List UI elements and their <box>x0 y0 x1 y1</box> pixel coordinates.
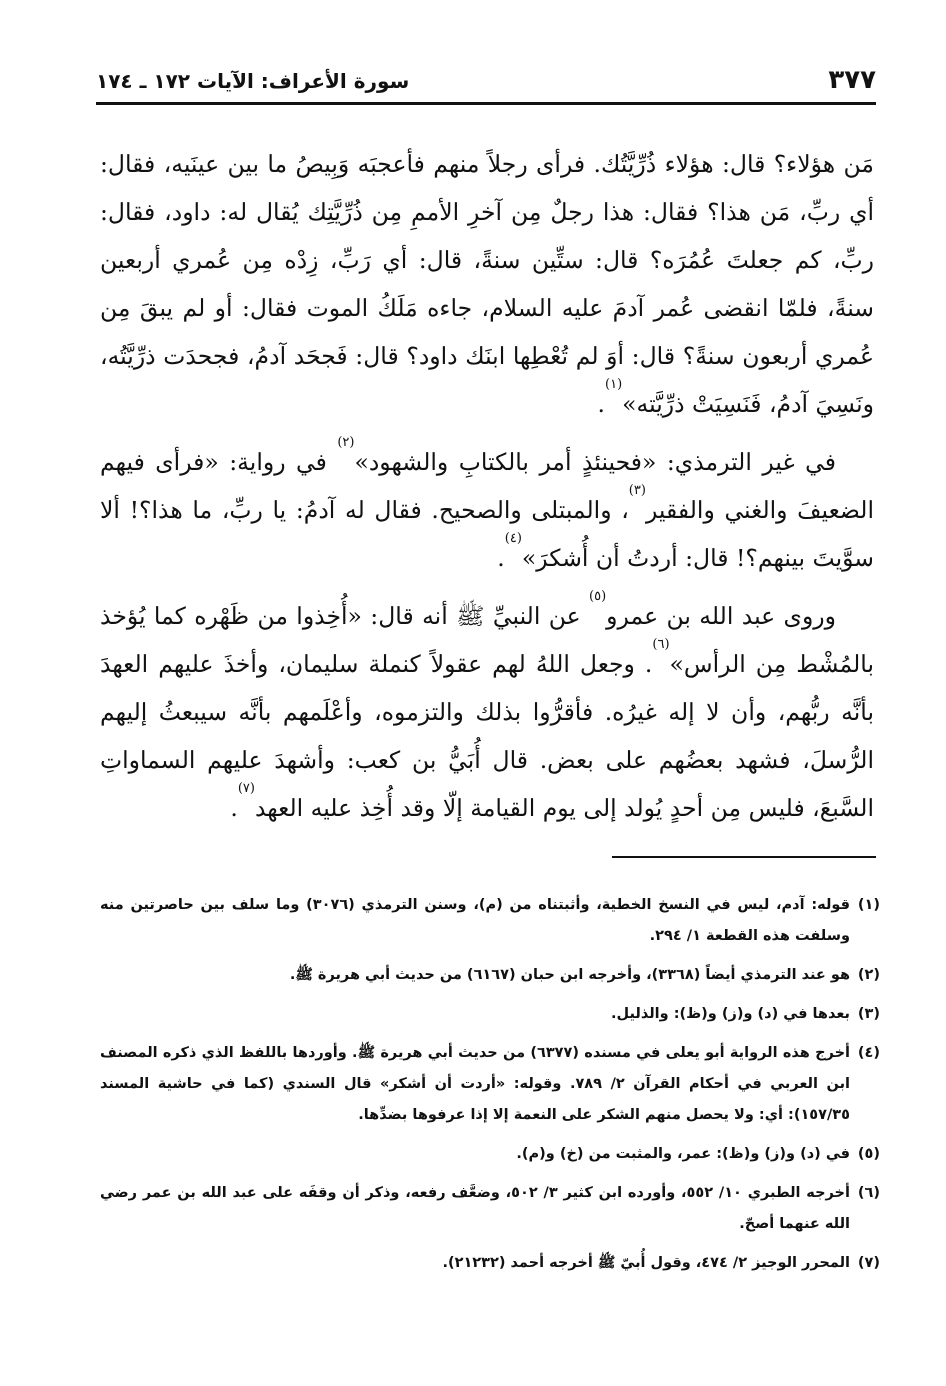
footnote-ref[interactable]: (٧) <box>237 781 255 796</box>
footnote-number: (٧) <box>857 1255 880 1271</box>
page-number: ٣٧٧ <box>828 65 876 95</box>
paragraph <box>100 589 874 832</box>
footnote <box>100 999 880 1030</box>
paragraph-text: ، والمبتلى والصحيح. فقال له آدمُ: يا ربِّ، ما هذا؟! ألا سوَّيتَ بينهم؟! قال: أردتُ أن أُشكرَ» <box>100 496 874 572</box>
footnote-ref[interactable]: (٦) <box>652 637 670 652</box>
footnote-ref[interactable]: (٤) <box>504 531 522 546</box>
footnote-text: هو عند الترمذي أيضاً (٣٣٦٨)، وأخرجه ابن حبان (٦١٦٧) من حديث أبي هريرة ﷺ. <box>289 967 850 983</box>
footnote-ref[interactable]: (٢) <box>337 435 355 450</box>
footnote-text: المحرر الوجيز ٢/ ٤٧٤، وقول أُبيّ ﷺ أخرجه أحمد (٢١٢٣٢). <box>442 1255 850 1271</box>
running-title: سورة الأعراف: الآيات ١٧٢ ـ ١٧٤ <box>96 69 410 93</box>
footnote-number: (٣) <box>857 1006 880 1022</box>
footnote-number: (٤) <box>857 1045 880 1061</box>
paragraph <box>100 140 874 428</box>
footnote-number: (١) <box>857 897 880 913</box>
footnote-text: قوله: آدم، ليس في النسخ الخطية، وأثبتناه من (م)، وسنن الترمذي (٣٠٧٦) وما سلف بين حاصرتين منه وسلفت هذه القطعة ١/ ٢٩٤. <box>100 897 850 944</box>
page-header <box>96 62 876 102</box>
main-text <box>100 140 874 832</box>
paragraph-text: في رواية: «فرأى فيهم الضعيفَ والغني والفقير <box>100 448 874 524</box>
footnote-text: بعدها في (د) و(ز) و(ظ): والذليل. <box>611 1006 850 1022</box>
paragraph-text: عن النبيِّ ﷺ أنه قال: «أُخِذوا من ظَهْره كما يُؤخذ بالمُشْط مِن الرأس» <box>100 602 874 678</box>
footnote-number: (٦) <box>857 1185 880 1201</box>
footnote-number: (٢) <box>857 967 880 983</box>
paragraph-text: . <box>497 544 505 572</box>
footnote <box>100 890 880 952</box>
footnotes <box>100 890 880 1287</box>
paragraph-text: مَن هؤلاء؟ قال: هؤلاء ذُرِّيَّتُك. فرأى رجلاً منهم فأعجبَه وَبِيصُ ما بين عينَيه، فقال: أي ربِّ، مَن هذا؟ فقال: هذا رجلٌ مِن آخرِ الأممِ مِن ذُرِّيَّتِك يُقال له: داود، فقال: ربِّ، كم جعلتَ عُمُرَه؟ قال: ستِّين سنةً، قال: أي رَبِّ، زِدْه مِن عُمري أربعين سنةً، فلمّا انقضى عُمر آدمَ عليه السلام، جاءه مَلَكُ الموت فقال: أو لم يبقَ مِن عُمري أربعون سنةً؟ قال: أوَ لم تُعْطِها ابنَك داود؟ قال: فَجحَد آدمُ، فجحدَت ذرِّيَّتُه، ونَسِيَ آدمُ، فَنَسِيَتْ ذرِّيَّته» <box>100 150 874 418</box>
paragraph-text: . <box>230 794 238 822</box>
paragraph-text: في غير الترمذي: «فحينئذٍ أمر بالكتابِ والشهود» <box>354 448 836 476</box>
paragraph-text: . <box>597 390 605 418</box>
header-rule <box>96 102 876 105</box>
footnote <box>100 960 880 991</box>
footnote <box>100 1038 880 1131</box>
footnote-text: أخرجه الطبري ١٠/ ٥٥٢، وأورده ابن كثير ٣/ ٥٠٢، وضعَّف رفعه، وذكر أن وقفَه على عبد الله بن عمر رضي الله عنهما أصحّ. <box>100 1185 850 1232</box>
footnote-text: في (د) و(ز) و(ظ): عمر، والمثبت من (خ) و(م). <box>516 1146 850 1162</box>
footnote-ref[interactable]: (٥) <box>589 589 607 604</box>
paragraph-text: وروى عبد الله بن عمرو <box>606 602 836 630</box>
footnote <box>100 1139 880 1170</box>
footnote <box>100 1248 880 1279</box>
paragraph <box>100 435 874 582</box>
footnote-ref[interactable]: (٣) <box>628 483 646 498</box>
paragraph-text: . وجعل اللهُ لهم عقولاً كنملة سليمان، وأخذَ عليهم العهدَ بأنَّه ربُّهم، وأن لا إله غيرُه. فأقرُّوا بذلك والتزموه، وأعْلَمهم بأنَّه سيبعثُ إليهم الرُّسلَ، فشهد بعضُهم على بعض. قال أُبَيُّ بن كعب: وأشهدَ عليهم السماواتِ السَّبعَ، فليس مِن أحدٍ يُولد إلى يوم القيامة إلّا وقد أُخِذ عليه العهد <box>100 650 874 822</box>
footnote-ref[interactable]: (١) <box>605 377 623 392</box>
footnote-rule <box>612 856 876 858</box>
footnote-number: (٥) <box>857 1146 880 1162</box>
footnote <box>100 1178 880 1240</box>
footnote-text: أخرج هذه الرواية أبو يعلى في مسنده (٦٣٧٧) من حديث أبي هريرة ﷺ. وأوردها باللفظ الذي ذكره المصنف ابن العربي في أحكام القرآن ٢/ ٧٨٩. وقوله: «أردت أن أشكر» قال السندي (كما في حاشية المسند ١٥٧/٣٥): أي: ولا يحصل منهم الشكر على النعمة إلا إذا عرفوها بضدِّها. <box>100 1045 850 1123</box>
